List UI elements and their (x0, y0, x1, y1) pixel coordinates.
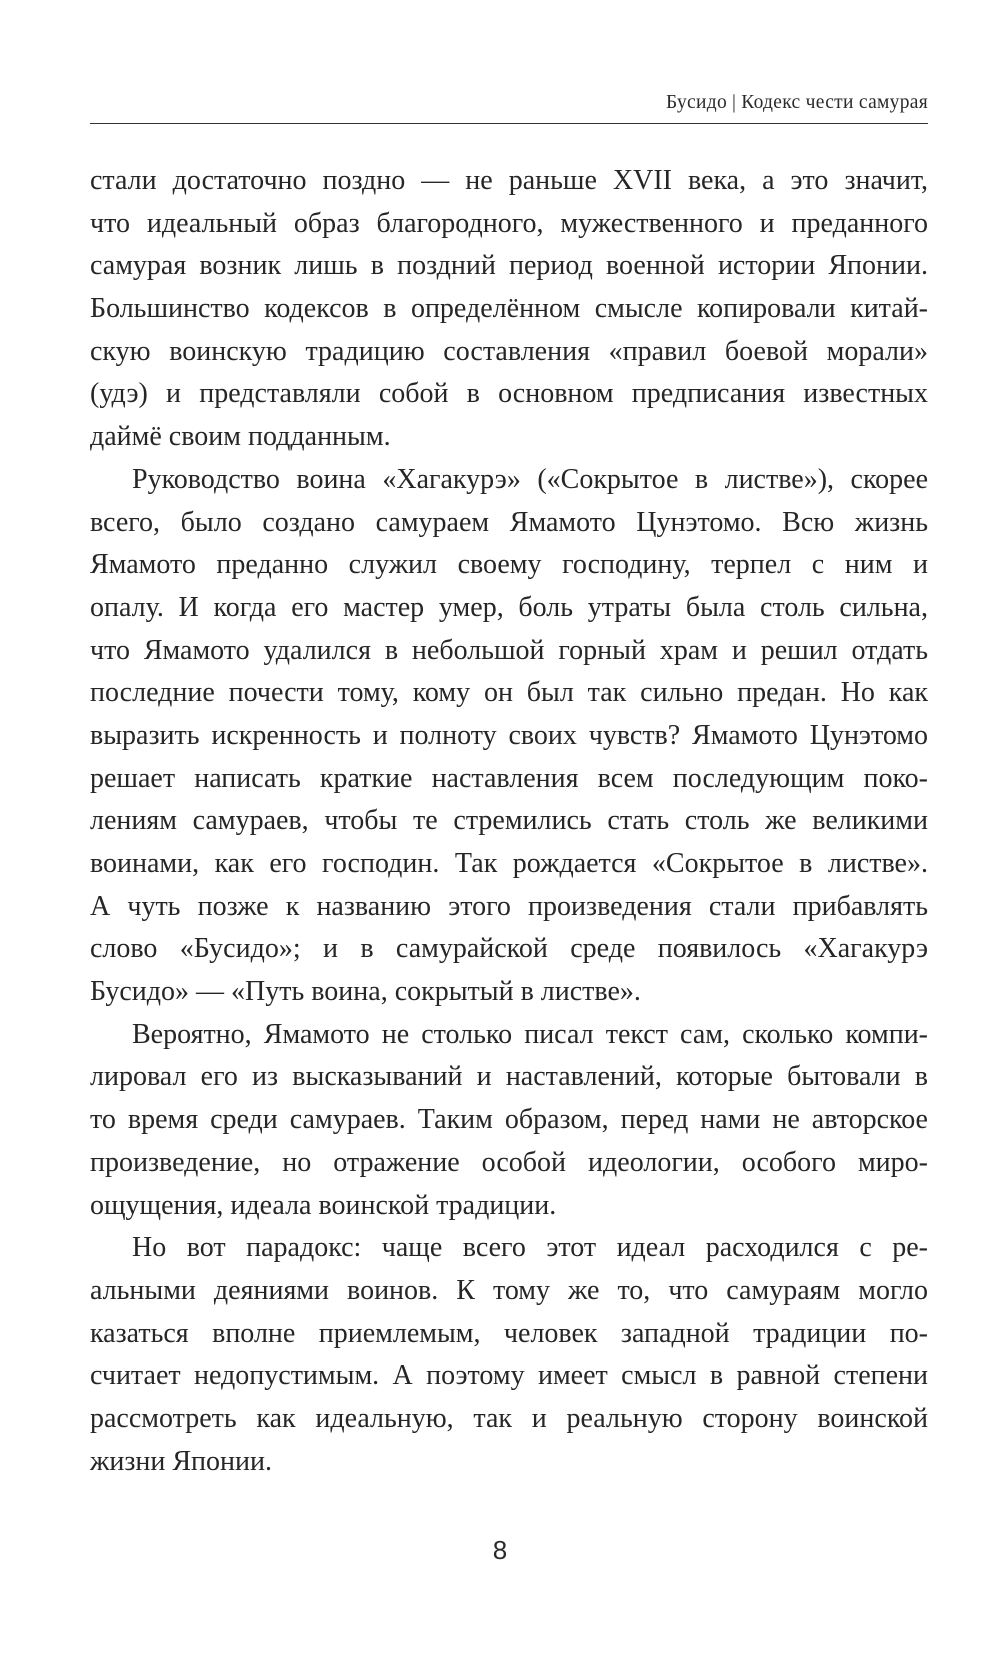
text-line: самурая возник лишь в поздний период военной истории Японии. (90, 250, 928, 282)
text-line: что Ямамото удалился в небольшой горный храм и решил отдать (90, 634, 928, 666)
text-line: последние почести тому, кому он был так сильно предан. Но как (90, 677, 928, 709)
text-line: лениям самураев, чтобы те стремились стать столь же великими (90, 805, 928, 837)
running-head (90, 92, 928, 122)
running-head-separator: | (732, 92, 737, 113)
text-line: опалу. И когда его мастер умер, боль утраты была столь сильна, (90, 591, 928, 623)
text-line: Руководство воина «Хагакурэ» («Сокрытое в листве»), скорее (132, 463, 928, 495)
text-line: слово «Бусидо»; и в самурайской среде появилось «Хагакурэ (90, 933, 928, 965)
text-line: (удэ) и представляли собой в основном предписания известных (90, 378, 928, 410)
text-line: Бусидо» — «Путь воина, сокрытый в листве». (90, 976, 641, 1008)
running-head-book-title: Бусидо (665, 92, 728, 113)
text-line: жизни Японии. (90, 1445, 272, 1477)
body-text (90, 160, 928, 1483)
text-line: выразить искренность и полноту своих чувств? Ямамото Цунэтомо (90, 719, 928, 751)
text-line: даймё своим подданным. (90, 421, 391, 453)
text-line: то время среди самураев. Таким образом, перед нами не авторское (90, 1104, 928, 1136)
text-line: всего, было создано самураем Ямамото Цунэтомо. Всю жизнь (90, 506, 928, 538)
text-line: Ямамото преданно служил своему господину, терпел с ним и (90, 549, 928, 581)
text-line: стали достаточно поздно — не раньше XVII века, а это значит, (90, 165, 928, 196)
text-line: произведение, но отражение особой идеологии, особого миро- (90, 1146, 928, 1178)
page-number: 8 (492, 1535, 508, 1565)
text-line: считает недопустимым. А поэтому имеет смысл в равной степени (90, 1360, 928, 1392)
text-line: скую воинскую традицию составления «правил боевой морали» (90, 335, 928, 367)
text-line: что идеальный образ благородного, мужественного и преданного (90, 207, 928, 239)
text-line: ощущения, идеала воинской традиции. (90, 1189, 557, 1221)
text-line: лировал его из высказываний и наставлений, которые бытовали в (90, 1061, 928, 1093)
text-line: Вероятно, Ямамото не столько писал текст сам, сколько компи- (132, 1018, 928, 1050)
text-line: А чуть позже к названию этого произведения стали прибавлять (90, 890, 928, 922)
text-line: альными деяниями воинов. К тому же то, что самураям могло (90, 1274, 928, 1306)
text-line: казаться вполне приемлемым, человек западной традиции по- (90, 1317, 928, 1349)
text-line: Но вот парадокс: чаще всего этот идеал расходился с ре- (132, 1232, 928, 1264)
text-line: воинами, как его господин. Так рождается «Сокрытое в листве». (90, 848, 928, 879)
header-rule (90, 123, 928, 124)
text-line: рассмотреть как идеальную, так и реальную сторону воинской (90, 1402, 928, 1434)
text-line: Большинство кодексов в определённом смысле копировали китай- (90, 293, 928, 325)
text-line: решает написать краткие наставления всем последующим поко- (90, 762, 928, 794)
running-head-subtitle: Кодекс чести самурая (741, 92, 928, 113)
